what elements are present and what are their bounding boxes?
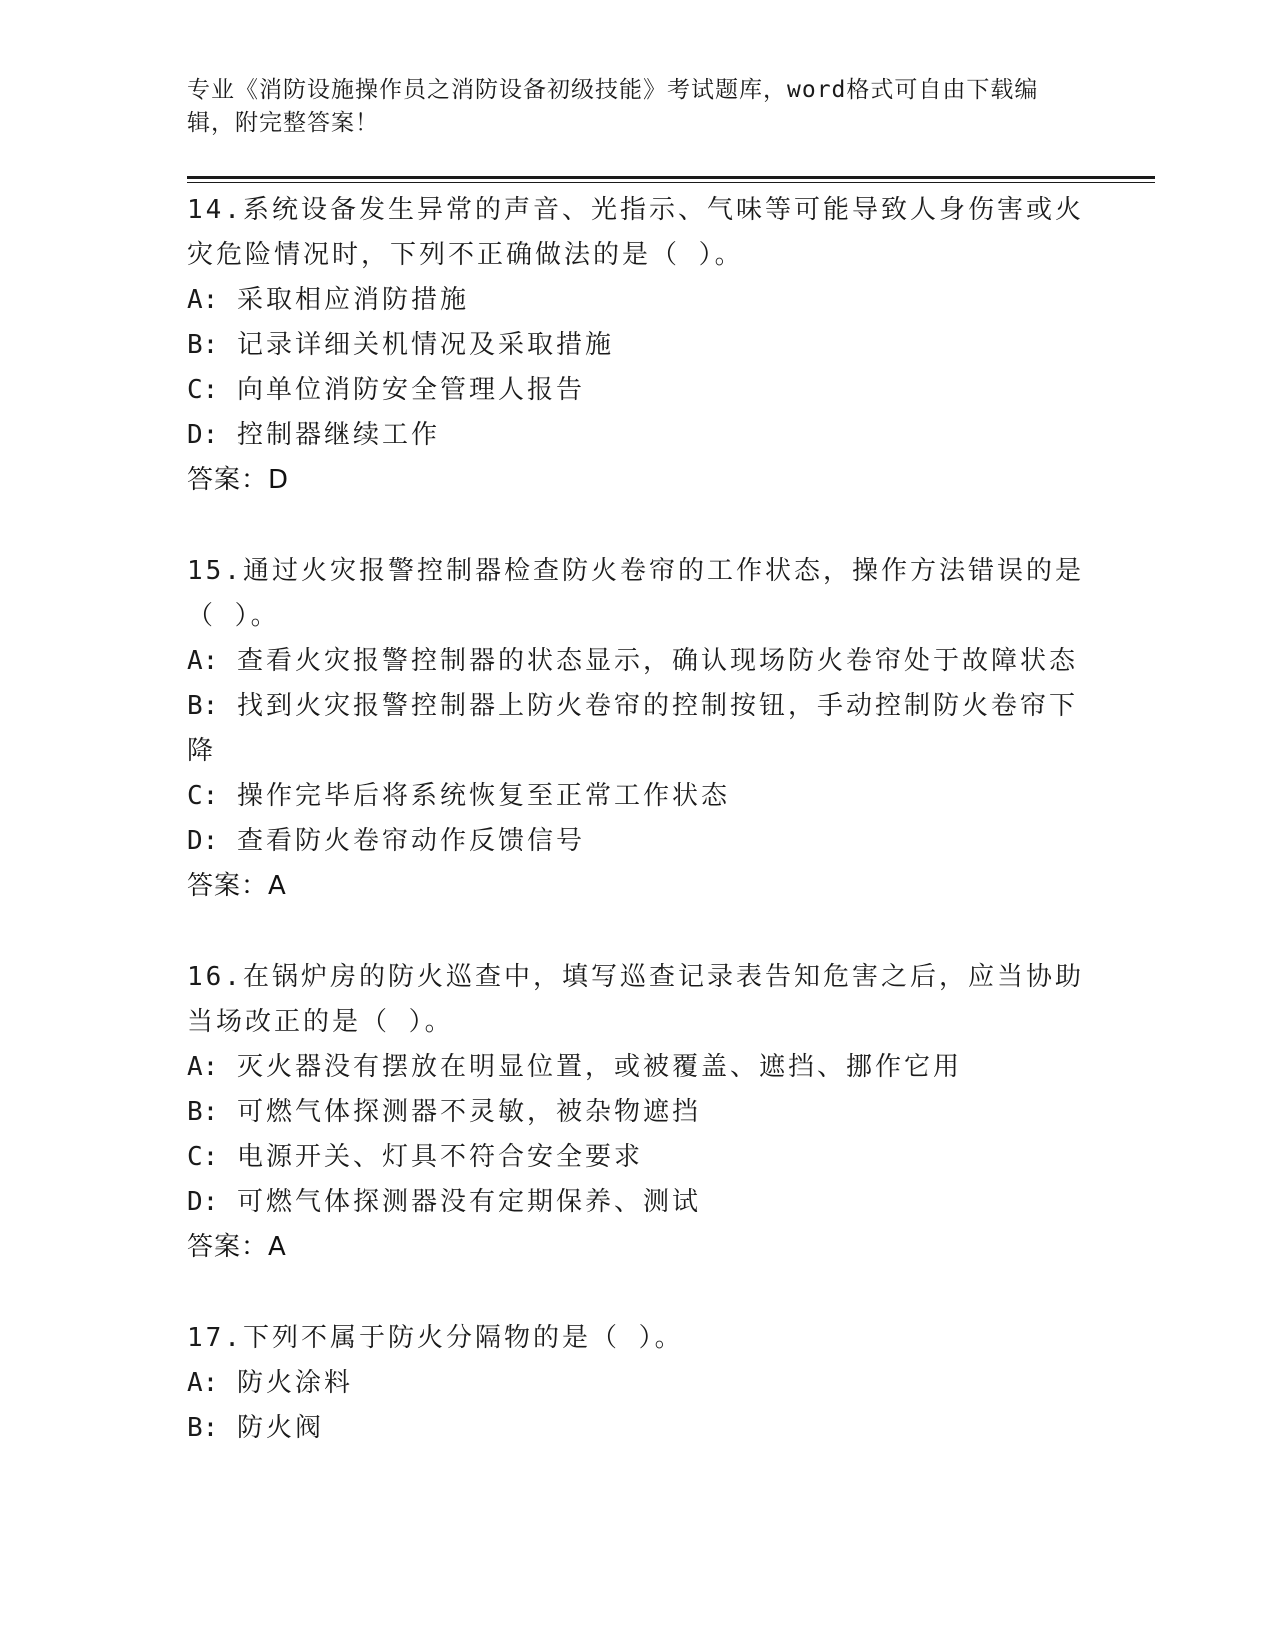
option-text: 防火阀 [236, 1413, 324, 1443]
option-text: 控制器继续工作 [236, 420, 440, 450]
option-text: 可燃气体探测器不灵敏，被杂物遮挡 [236, 1097, 701, 1127]
option-text: 查看防火卷帘动作反馈信号 [236, 826, 585, 856]
option-letter: C: [187, 781, 219, 811]
option-letter: A: [187, 1368, 219, 1398]
option-letter: A: [187, 285, 219, 315]
answer-value: D [268, 465, 290, 495]
option-letter: C: [187, 1142, 219, 1172]
header-rule-thick [187, 176, 1155, 179]
option-c [187, 368, 1087, 413]
option-d [187, 819, 1087, 864]
option-letter: D: [187, 420, 219, 450]
answer-line [187, 458, 1087, 503]
question-number: 14. [187, 195, 243, 225]
question-number: 16. [187, 962, 243, 992]
question-text: 在锅炉房的防火巡查中，填写巡查记录表告知危害之后，应当协助当场改正的是（ ）。 [187, 962, 1084, 1037]
question-stem [187, 955, 1087, 1045]
question-15 [187, 549, 1087, 909]
option-letter: B: [187, 330, 219, 360]
option-d [187, 1180, 1087, 1225]
option-text: 可燃气体探测器没有定期保养、测试 [236, 1187, 701, 1217]
option-c [187, 774, 1087, 819]
answer-label: 答案： [187, 1232, 269, 1262]
option-letter: A: [187, 646, 219, 676]
option-d [187, 413, 1087, 458]
option-text: 电源开关、灯具不符合安全要求 [236, 1142, 643, 1172]
option-a [187, 1045, 1087, 1090]
option-letter: A: [187, 1052, 219, 1082]
question-text: 下列不属于防火分隔物的是（ ）。 [242, 1323, 684, 1353]
question-text: 系统设备发生异常的声音、光指示、气味等可能导致人身伤害或火灾危险情况时，下列不正确做法的是（ ）。 [187, 195, 1084, 270]
question-stem [187, 549, 1087, 639]
question-16 [187, 955, 1087, 1270]
option-text: 找到火灾报警控制器上防火卷帘的控制按钮，手动控制防火卷帘下降 [187, 691, 1078, 766]
option-text: 灭火器没有摆放在明显位置，或被覆盖、遮挡、挪作它用 [236, 1052, 962, 1082]
answer-label: 答案： [187, 465, 269, 495]
option-letter: D: [187, 1187, 219, 1217]
option-b [187, 684, 1087, 774]
option-c [187, 1135, 1087, 1180]
option-text: 采取相应消防措施 [236, 285, 469, 315]
option-letter: B: [187, 691, 219, 721]
option-b [187, 323, 1087, 368]
question-text: 通过火灾报警控制器检查防火卷帘的工作状态，操作方法错误的是（ ）。 [187, 556, 1084, 631]
option-letter: C: [187, 375, 219, 405]
question-17 [187, 1316, 1087, 1451]
option-b [187, 1090, 1087, 1135]
option-text: 操作完毕后将系统恢复至正常工作状态 [236, 781, 730, 811]
question-list [187, 188, 1087, 1497]
option-a [187, 278, 1087, 323]
option-text: 向单位消防安全管理人报告 [236, 375, 585, 405]
question-stem [187, 1316, 1087, 1361]
answer-value: A [268, 1232, 287, 1262]
option-letter: B: [187, 1413, 219, 1443]
question-number: 17. [187, 1323, 243, 1353]
question-14 [187, 188, 1087, 503]
option-text: 记录详细关机情况及采取措施 [236, 330, 614, 360]
answer-line [187, 864, 1087, 909]
option-text: 查看火灾报警控制器的状态显示，确认现场防火卷帘处于故障状态 [236, 646, 1078, 676]
question-number: 15. [187, 556, 243, 586]
option-a [187, 639, 1087, 684]
option-b [187, 1406, 1087, 1451]
page-header: 专业《消防设施操作员之消防设备初级技能》考试题库，word格式可自由下载编辑，附完整答案！ [187, 77, 1039, 136]
answer-label: 答案： [187, 871, 269, 901]
option-letter: D: [187, 826, 219, 856]
answer-line [187, 1225, 1087, 1270]
option-a [187, 1361, 1087, 1406]
option-text: 防火涂料 [236, 1368, 353, 1398]
answer-value: A [268, 871, 287, 901]
option-letter: B: [187, 1097, 219, 1127]
header-rule-thin [187, 182, 1155, 183]
question-stem [187, 188, 1087, 278]
